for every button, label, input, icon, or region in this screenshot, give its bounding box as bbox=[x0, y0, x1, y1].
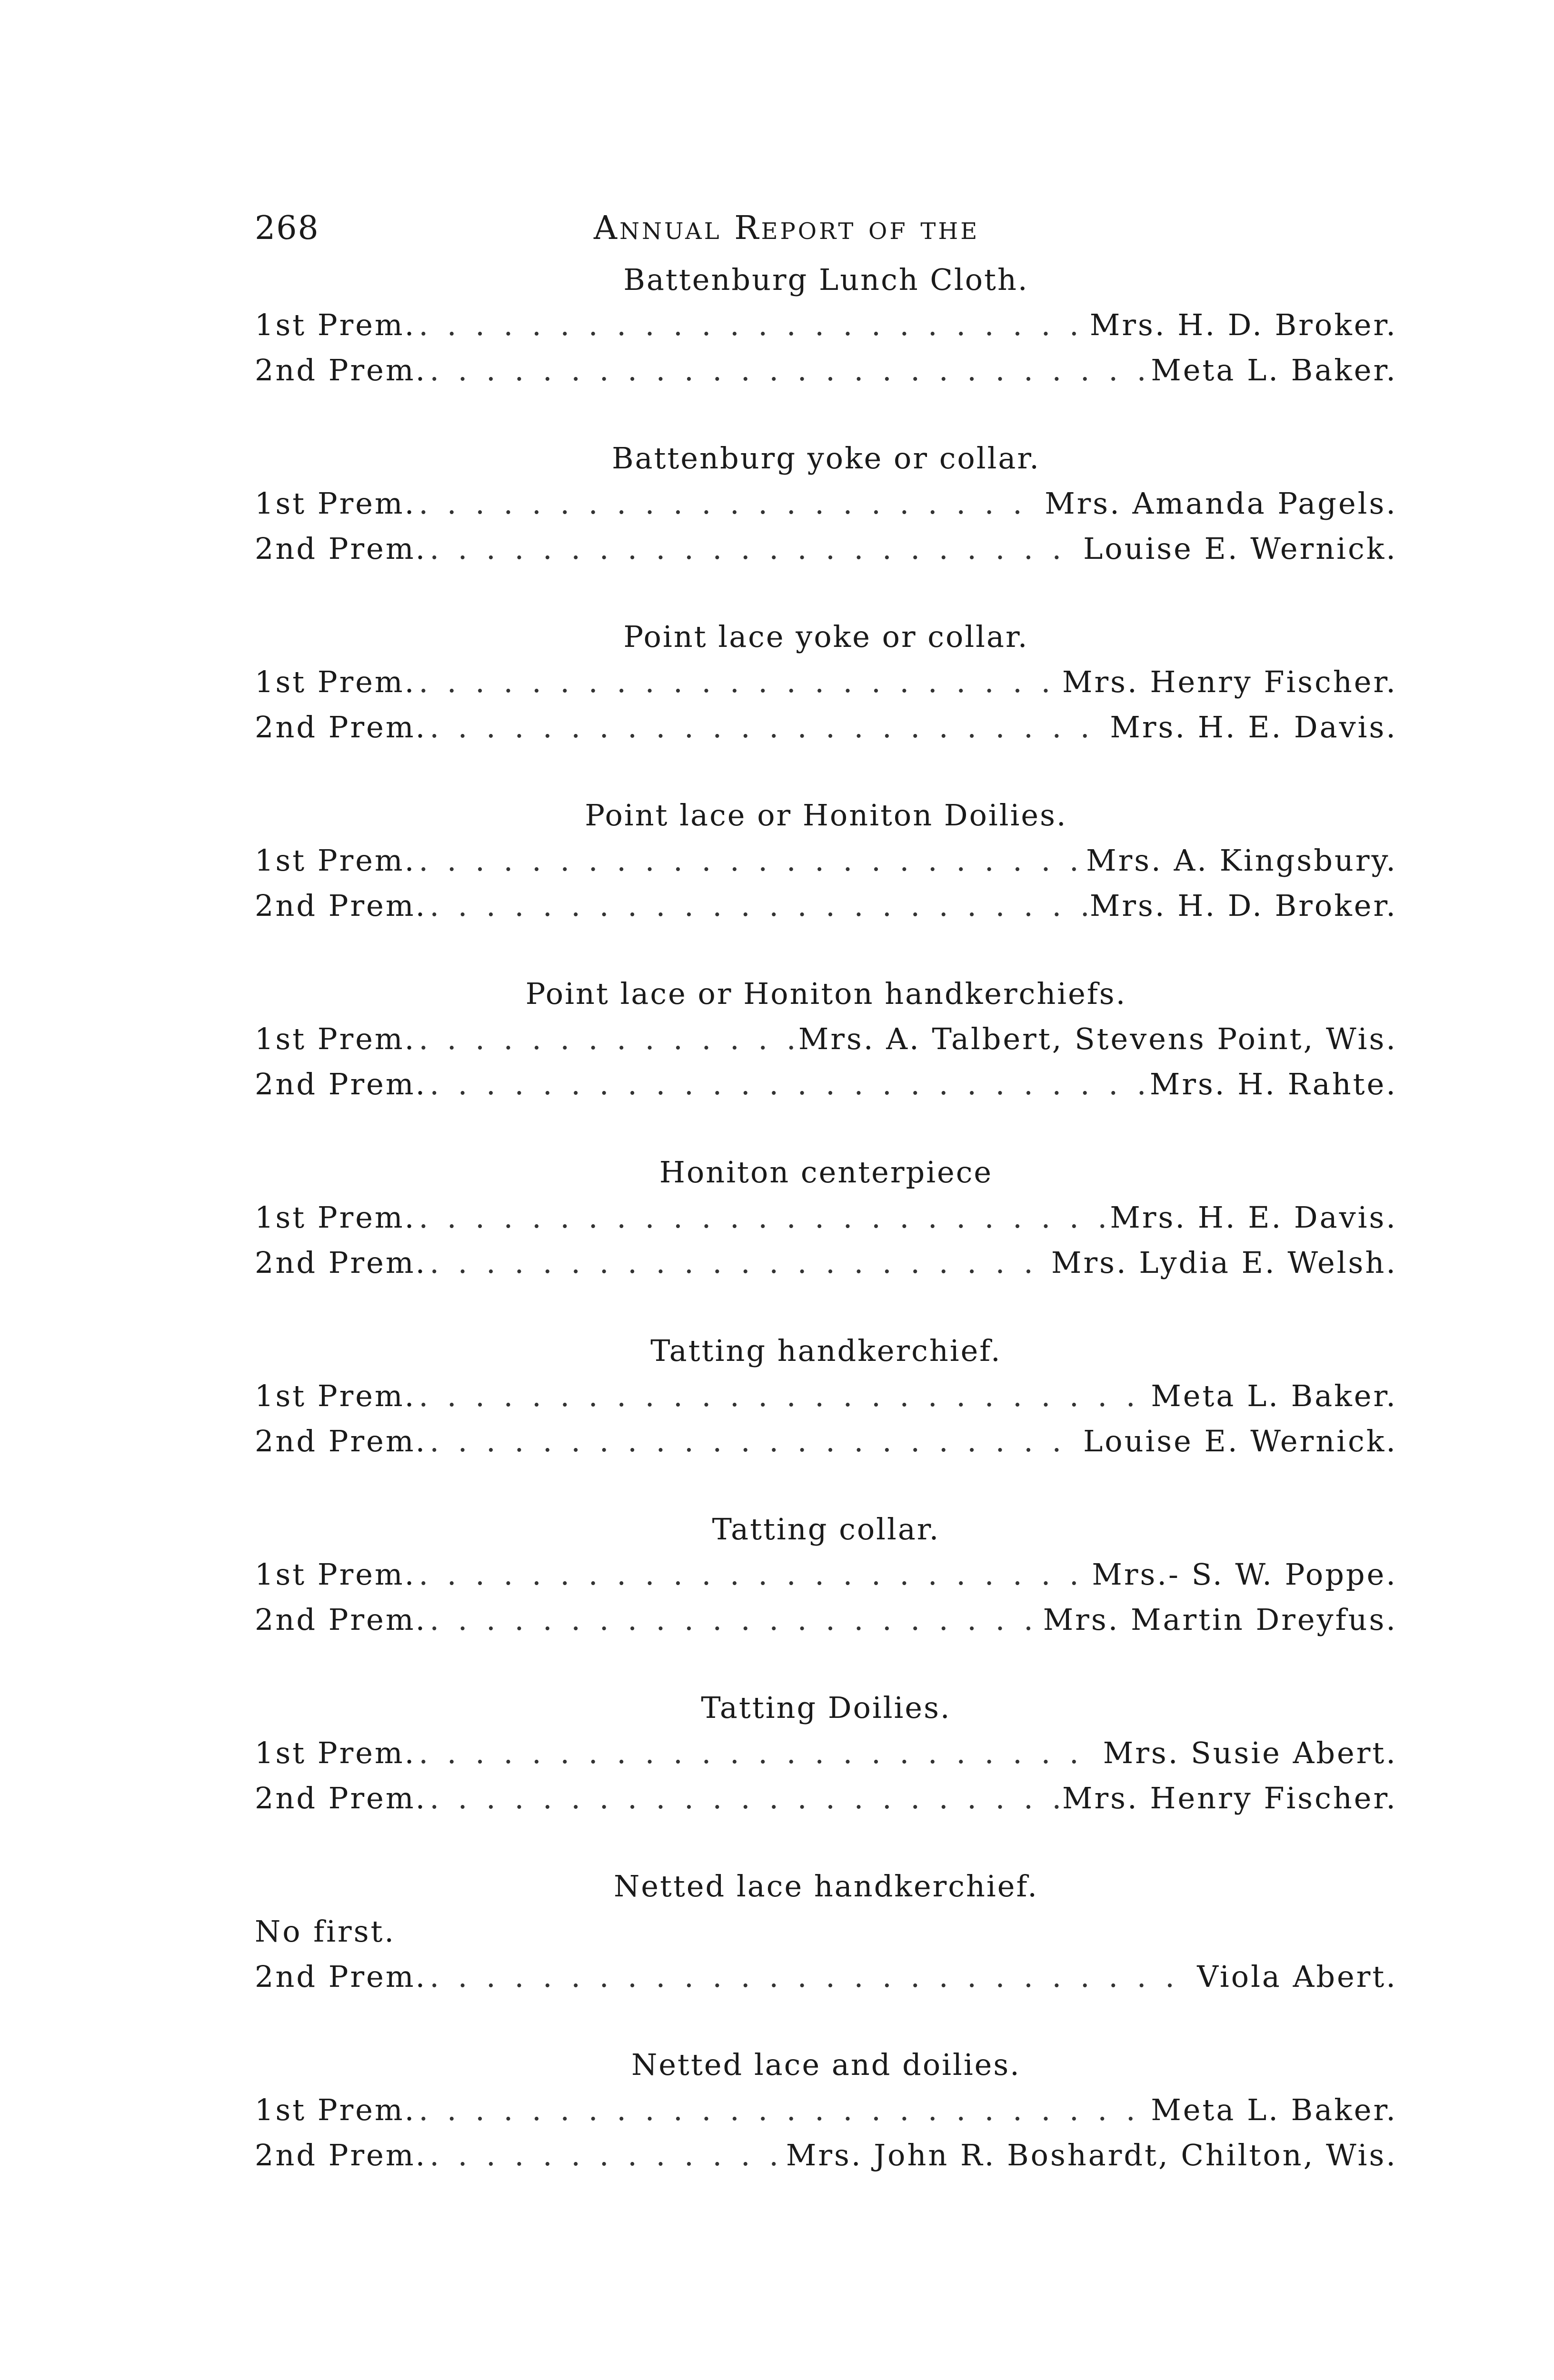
note-text: No first. bbox=[255, 1914, 396, 1949]
premium-row bbox=[255, 302, 1397, 347]
premium-label: 2nd Prem. bbox=[255, 2138, 427, 2172]
premium-row bbox=[255, 838, 1397, 883]
premium-section bbox=[255, 1150, 1397, 1285]
premium-row bbox=[255, 481, 1397, 526]
winner-name: Mrs. H. Rahte. bbox=[1149, 1067, 1397, 1101]
premium-label: 2nd Prem. bbox=[255, 1245, 427, 1280]
running-head: Annual Report of the bbox=[594, 209, 980, 247]
winner-name: Mrs. H. E. Davis. bbox=[1110, 710, 1397, 744]
premium-row bbox=[255, 704, 1397, 750]
document-page bbox=[255, 200, 1397, 2221]
dot-leader bbox=[418, 2087, 1148, 2132]
winner-name: Mrs. Henry Fischer. bbox=[1062, 1781, 1397, 1815]
dot-leader bbox=[429, 1954, 1194, 1999]
premium-row bbox=[255, 2087, 1397, 2132]
winner-name: Louise E. Wernick. bbox=[1083, 531, 1397, 566]
premium-section bbox=[255, 436, 1397, 571]
dot-leader bbox=[429, 1240, 1048, 1285]
category-title: Point lace or Honiton Doilies. bbox=[585, 798, 1067, 833]
premium-row bbox=[255, 1195, 1397, 1240]
premium-row bbox=[255, 1061, 1397, 1107]
premium-label: 2nd Prem. bbox=[255, 1959, 427, 1994]
premium-row bbox=[255, 1418, 1397, 1464]
dot-leader bbox=[429, 883, 1087, 928]
premium-row bbox=[255, 1373, 1397, 1418]
winner-name: Mrs. Martin Dreyfus. bbox=[1043, 1602, 1397, 1637]
premium-label: 1st Prem. bbox=[255, 1378, 416, 1413]
winner-name: Louise E. Wernick. bbox=[1083, 1424, 1397, 1458]
winner-name: Mrs.- S. W. Poppe. bbox=[1092, 1557, 1397, 1592]
dot-leader bbox=[418, 838, 1083, 883]
dot-leader bbox=[429, 704, 1107, 750]
dot-leader bbox=[429, 1418, 1080, 1464]
winner-name: Mrs. A. Kingsbury. bbox=[1086, 843, 1397, 878]
winner-name: Viola Abert. bbox=[1197, 1959, 1397, 1994]
dot-leader bbox=[418, 659, 1059, 704]
category-title: Tatting Doilies. bbox=[701, 1690, 951, 1725]
premium-label: 1st Prem. bbox=[255, 843, 416, 878]
category-title: Point lace or Honiton handkerchiefs. bbox=[525, 976, 1127, 1011]
category-title: Netted lace handkerchief. bbox=[614, 1869, 1038, 1904]
winner-name: Meta L. Baker. bbox=[1151, 353, 1397, 387]
premium-label: 2nd Prem. bbox=[255, 1602, 427, 1637]
winner-name: Mrs. Susie Abert. bbox=[1103, 1735, 1397, 1770]
premium-label: 1st Prem. bbox=[255, 1200, 416, 1235]
dot-leader bbox=[429, 1775, 1059, 1821]
premium-section bbox=[255, 1507, 1397, 1642]
premium-row bbox=[255, 1240, 1397, 1285]
premium-label: 2nd Prem. bbox=[255, 1067, 427, 1101]
category-title: Netted lace and doilies. bbox=[631, 2047, 1021, 2082]
premium-label: 1st Prem. bbox=[255, 1021, 416, 1056]
dot-leader bbox=[418, 1016, 795, 1061]
category-title: Battenburg yoke or collar. bbox=[612, 441, 1040, 476]
premium-label: 2nd Prem. bbox=[255, 1424, 427, 1458]
dot-leader bbox=[429, 526, 1080, 571]
premium-row bbox=[255, 347, 1397, 393]
dot-leader bbox=[429, 1597, 1040, 1642]
premium-label: 1st Prem. bbox=[255, 307, 416, 342]
dot-leader bbox=[429, 2132, 783, 2178]
premium-section bbox=[255, 257, 1397, 393]
dot-leader bbox=[418, 302, 1086, 347]
dot-leader bbox=[418, 1730, 1100, 1775]
premium-section bbox=[255, 614, 1397, 750]
no-first-note bbox=[255, 1909, 1397, 1954]
premium-label: 2nd Prem. bbox=[255, 888, 427, 923]
dot-leader bbox=[429, 1061, 1147, 1107]
premium-label: 2nd Prem. bbox=[255, 353, 427, 387]
category-title: Tatting handkerchief. bbox=[650, 1333, 1002, 1368]
category-title: Honiton centerpiece bbox=[659, 1155, 993, 1190]
premium-section bbox=[255, 1328, 1397, 1464]
premium-label: 1st Prem. bbox=[255, 664, 416, 699]
winner-name: Meta L. Baker. bbox=[1151, 2092, 1397, 2127]
winner-name: Meta L. Baker. bbox=[1151, 1378, 1397, 1413]
premium-row bbox=[255, 1552, 1397, 1597]
premium-label: 1st Prem. bbox=[255, 1557, 416, 1592]
premium-section bbox=[255, 793, 1397, 928]
winner-name: Mrs. H. E. Davis. bbox=[1110, 1200, 1397, 1235]
winner-name: Mrs. H. D. Broker. bbox=[1089, 307, 1397, 342]
winner-name: Mrs. Amanda Pagels. bbox=[1045, 486, 1397, 521]
premium-section bbox=[255, 1685, 1397, 1821]
premium-row bbox=[255, 1775, 1397, 1821]
premium-section bbox=[255, 1864, 1397, 1999]
premium-label: 2nd Prem. bbox=[255, 1781, 427, 1815]
dot-leader bbox=[418, 1552, 1089, 1597]
premium-row bbox=[255, 883, 1397, 928]
premium-label: 1st Prem. bbox=[255, 1735, 416, 1770]
winner-name: Mrs. Lydia E. Welsh. bbox=[1051, 1245, 1397, 1280]
premium-row bbox=[255, 1730, 1397, 1775]
dot-leader bbox=[418, 1195, 1107, 1240]
premium-label: 2nd Prem. bbox=[255, 531, 427, 566]
premium-row bbox=[255, 2132, 1397, 2178]
premium-label: 1st Prem. bbox=[255, 486, 416, 521]
premium-row bbox=[255, 1597, 1397, 1642]
category-title: Tatting collar. bbox=[712, 1512, 940, 1547]
premium-section bbox=[255, 2042, 1397, 2178]
dot-leader bbox=[429, 347, 1148, 393]
premium-row bbox=[255, 1016, 1397, 1061]
page-header bbox=[255, 200, 1397, 257]
dot-leader bbox=[418, 481, 1042, 526]
winner-name: Mrs. A. Talbert, Stevens Point, Wis. bbox=[798, 1021, 1397, 1056]
premium-row bbox=[255, 659, 1397, 704]
premium-label: 2nd Prem. bbox=[255, 710, 427, 744]
dot-leader bbox=[418, 1373, 1148, 1418]
winner-name: Mrs. Henry Fischer. bbox=[1062, 664, 1397, 699]
premium-row bbox=[255, 1954, 1397, 1999]
category-title: Point lace yoke or collar. bbox=[623, 619, 1029, 654]
winner-name: Mrs. H. D. Broker. bbox=[1089, 888, 1397, 923]
premium-label: 1st Prem. bbox=[255, 2092, 416, 2127]
premium-row bbox=[255, 526, 1397, 571]
premium-section bbox=[255, 971, 1397, 1107]
page-number: 268 bbox=[255, 209, 319, 247]
category-title: Battenburg Lunch Cloth. bbox=[623, 262, 1029, 297]
winner-name: Mrs. John R. Boshardt, Chilton, Wis. bbox=[786, 2138, 1397, 2172]
